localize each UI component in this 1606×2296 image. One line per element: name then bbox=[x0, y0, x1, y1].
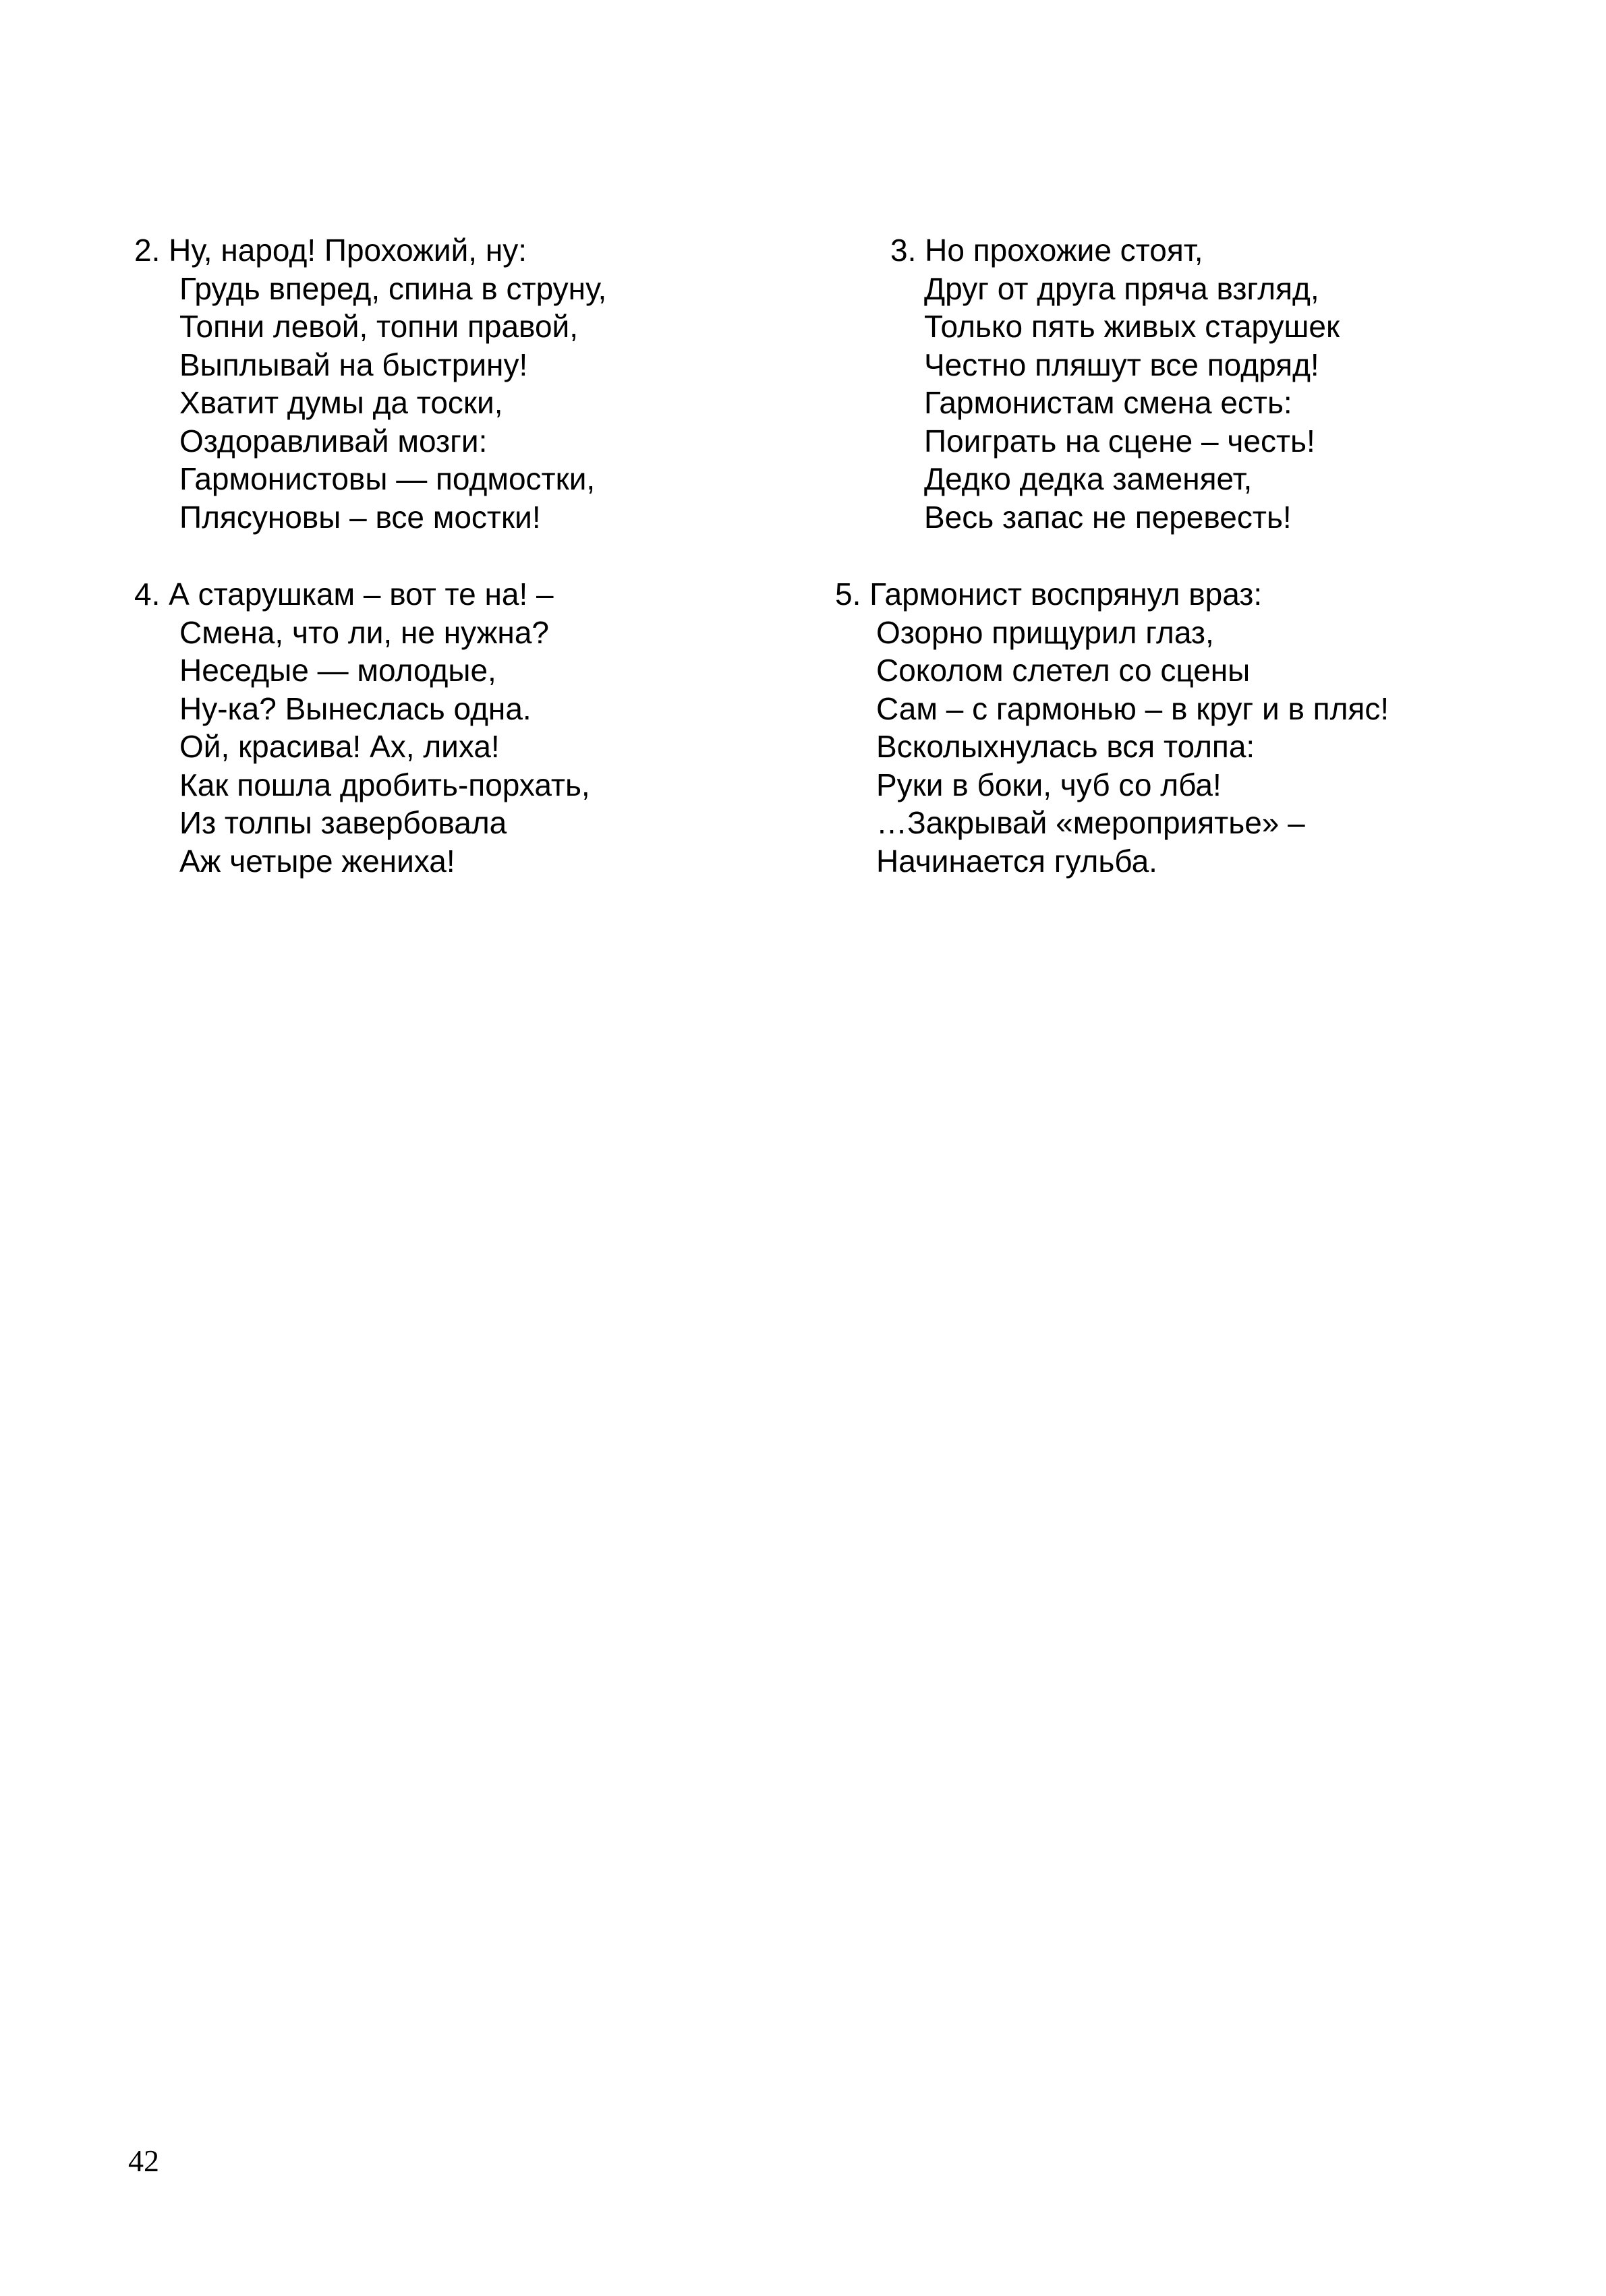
verse-line: Топни левой, топни правой, bbox=[179, 309, 579, 344]
verse-line: Соколом слетел со сцены bbox=[876, 653, 1251, 688]
verse-line: Хватит думы да тоски, bbox=[179, 385, 503, 420]
verse-line: Смена, что ли, не нужна? bbox=[179, 614, 549, 650]
verse-line: Гармонистовы — подмостки, bbox=[179, 461, 596, 496]
verse-line: Аж четыре жениха! bbox=[179, 843, 455, 879]
verse-line: Всколыхнулась вся толпа: bbox=[876, 729, 1255, 764]
verse-line: Гармонистам смена есть: bbox=[924, 385, 1292, 420]
verse-line: Из толпы завербовала bbox=[179, 805, 507, 840]
stanza-number: 4. bbox=[134, 577, 161, 612]
verse-line: Оздоравливай мозги: bbox=[179, 423, 488, 459]
verse-line: Гармонист воспрянул враз: bbox=[869, 577, 1263, 612]
verse-line: Выплывай на быстрину! bbox=[179, 347, 528, 382]
stanza-first-line bbox=[134, 231, 606, 270]
stanza-first-line bbox=[835, 575, 1389, 614]
stanza-4 bbox=[134, 575, 590, 880]
verse-line: Плясуновы – все мостки! bbox=[179, 499, 541, 535]
verse-line: Друг от друга пряча взгляд, bbox=[924, 270, 1319, 306]
verse-line: Весь запас не перевесть! bbox=[924, 499, 1292, 535]
stanza-number: 5. bbox=[835, 577, 861, 612]
verse-line: Честно пляшут все подряд! bbox=[924, 347, 1319, 382]
verse-line: Поиграть на сцене – честь! bbox=[924, 423, 1315, 459]
verse-line: Сам – с гармонью – в круг и в пляс! bbox=[876, 690, 1389, 726]
page-number: 42 bbox=[128, 2144, 159, 2178]
stanza-2 bbox=[134, 231, 606, 536]
verse-line: Неседые — молодые, bbox=[179, 653, 496, 688]
verse-line: Как пошла дробить-порхать, bbox=[179, 767, 590, 802]
verse-line: Ну, народ! Прохожий, ну: bbox=[169, 233, 527, 268]
verse-line: Ну-ка? Вынеслась одна. bbox=[179, 690, 532, 726]
verse-line: Только пять живых старушек bbox=[924, 309, 1340, 344]
stanza-number: 3. bbox=[890, 233, 917, 268]
stanza-first-line bbox=[890, 231, 1340, 270]
verse-line: А старушкам – вот те на! – bbox=[169, 577, 554, 612]
verse-line: Ой, красива! Ах, лиха! bbox=[179, 729, 500, 764]
stanza-3 bbox=[890, 231, 1340, 536]
verse-line: Начинается гульба. bbox=[876, 843, 1157, 879]
verse-line: Дедко дедка заменяет, bbox=[924, 461, 1253, 496]
stanza-5 bbox=[835, 575, 1389, 880]
verse-line: Грудь вперед, спина в струну, bbox=[179, 270, 607, 306]
stanza-number: 2. bbox=[134, 233, 161, 268]
verse-line: …Закрывай «мероприятье» – bbox=[876, 805, 1305, 840]
verse-line: Озорно прищурил глаз, bbox=[876, 614, 1214, 650]
verse-line: Руки в боки, чуб со лба! bbox=[876, 767, 1222, 802]
stanza-first-line bbox=[134, 575, 590, 614]
verse-line: Но прохожие стоят, bbox=[925, 233, 1203, 268]
